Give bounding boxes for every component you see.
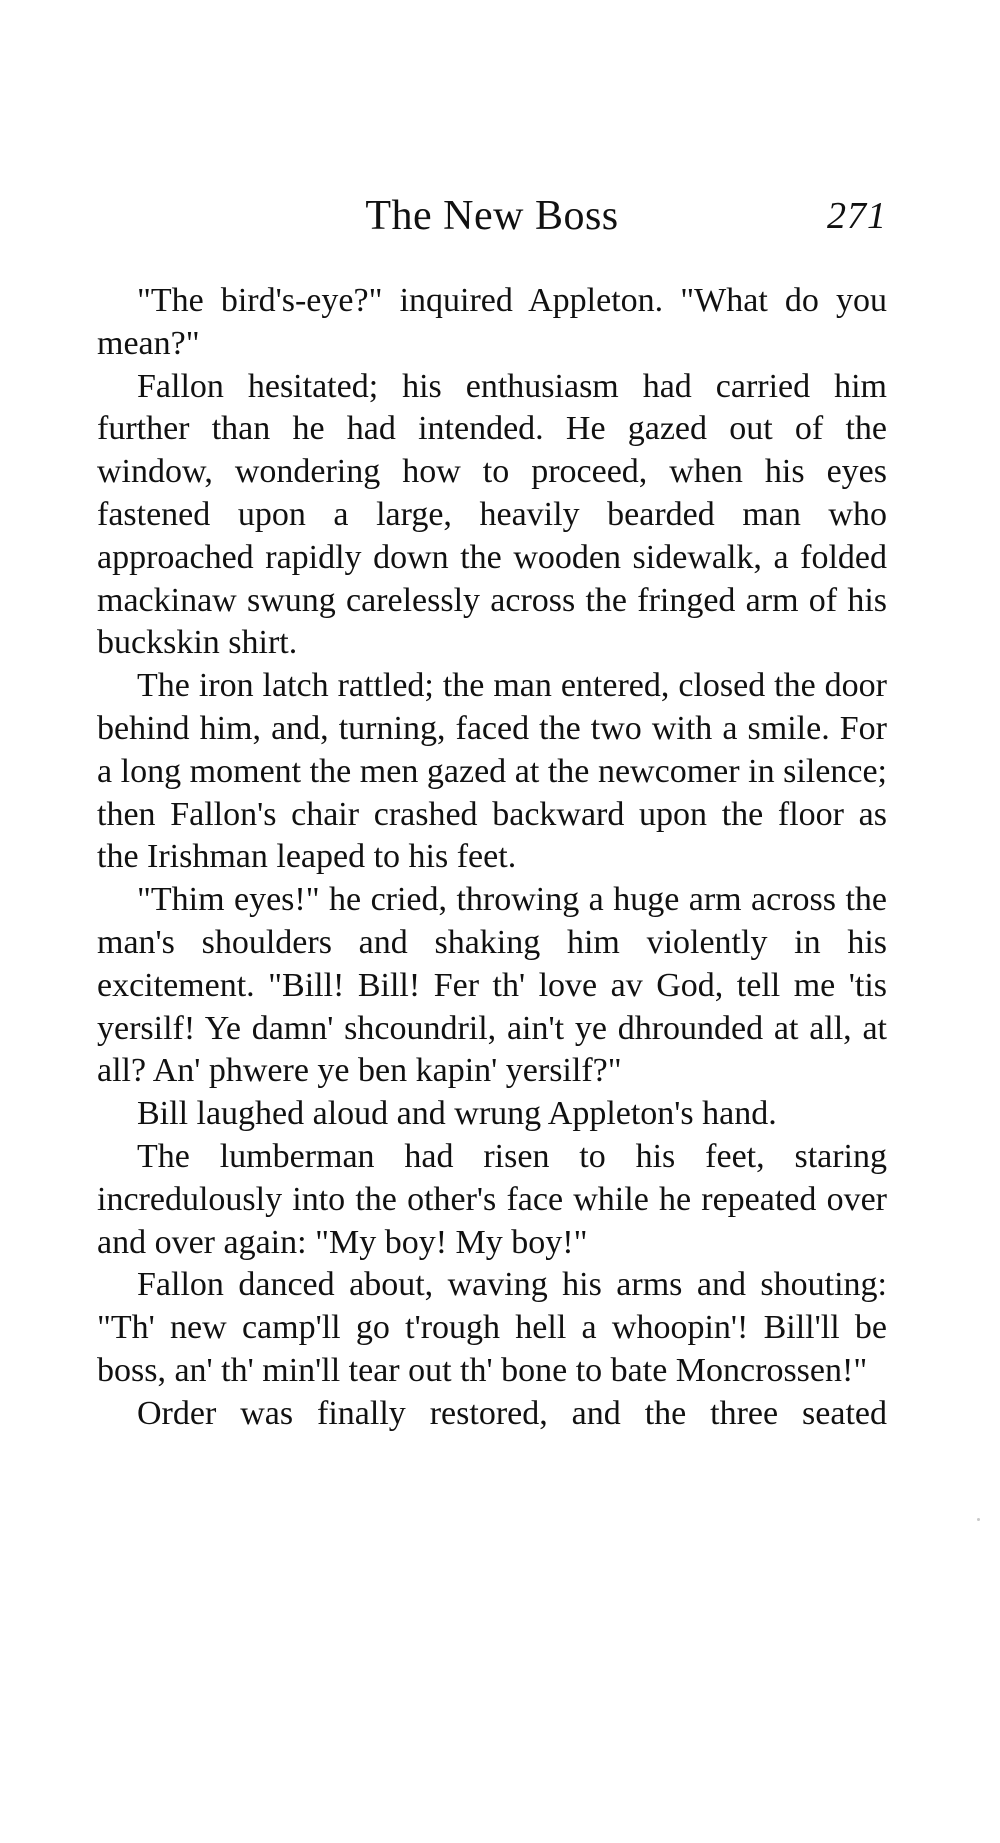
page-number: 271	[827, 195, 887, 237]
paragraph: The iron latch rattled; the man entered, closed the door behind him, and, turning, faced the two with a smile. For a long moment the men gazed at the newcomer in silence; then Fallon's chair crashed backward upon the floor as the Irishman leaped to his feet.	[97, 667, 887, 876]
paragraph: Order was finally restored, and the three seated	[137, 1394, 887, 1432]
running-head	[97, 186, 887, 246]
paragraph: The lumberman had risen to his feet, staring incredulously into the other's face while he repeated over and over again: "My boy! My boy!"	[97, 1137, 887, 1261]
paragraph: Bill laughed aloud and wrung Appleton's hand.	[137, 1095, 777, 1133]
running-title: The New Boss	[365, 193, 619, 239]
paragraph: Fallon hesitated; his enthusiasm had carried him further than he had intended. He gazed out of the window, wondering how to proceed, when his eyes fastened upon a large, heavily bearded man who approached rapidly down the wooden sidewalk, a folded mackinaw swung carelessly across the fringed arm of his buckskin shirt.	[97, 367, 887, 662]
paragraph: "The bird's-eye?" inquired Appleton. "What do you mean?"	[97, 282, 887, 362]
paragraph: "Thim eyes!" he cried, throwing a huge arm across the man's shoulders and shaking him violently in his excitement. "Bill! Bill! Fer th' love av God, tell me 'tis yersilf! Ye damn' shcoundril, ain't ye dhrounded at all, at all? An' phwere ye ben kapin' yersilf?"	[97, 881, 887, 1090]
paragraph: Fallon danced about, waving his arms and shouting: "Th' new camp'll go t'rough hell a whoopin'! Bill'll be boss, an' th' min'll tear out th' bone to bate Moncrossen!"	[97, 1266, 887, 1389]
body-text	[97, 280, 887, 1436]
scan-speck	[977, 1518, 980, 1521]
